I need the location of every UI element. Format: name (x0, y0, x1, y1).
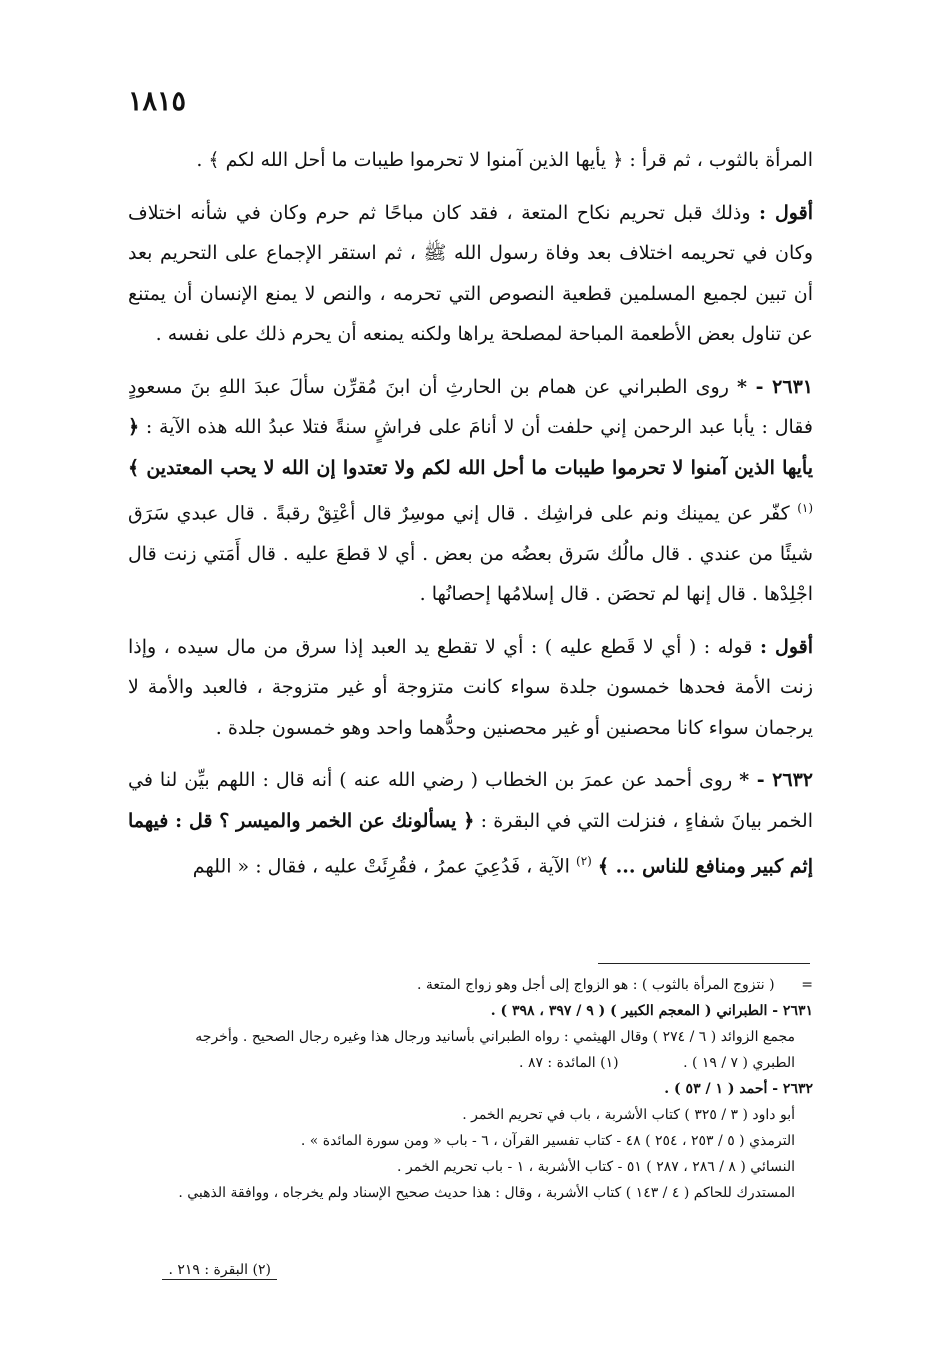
footnote-note-1: (١) المائدة : ٨٧ . (519, 1055, 619, 1071)
hadith-2631 (128, 367, 813, 615)
footnote-separator (598, 963, 810, 964)
continuation-marker: = (801, 977, 813, 993)
intro-paragraph: المرأة بالثوب ، ثم قرأ : ﴿ يأيها الذين آمنوا لا تحرموا طيبات ما أحل الله لكم ﴾ . (196, 149, 813, 171)
commentary-paragraph-1 (128, 193, 813, 355)
footnote-2632-head: ٢٦٣٢ - أحمد ( ١ / ٥٣ ) . (664, 1081, 813, 1097)
commentary-lead: أقول : (758, 201, 813, 224)
footnote-2632-line: المستدرك للحاكم ( ٤ / ١٤٣ ) كتاب الأشربة ، وقال : هذا حديث صحيح الإسناد ولم يخرجاه ، ووافقة الذهبي . (178, 1185, 795, 1201)
main-text (128, 140, 813, 899)
footnote-2632-line: الترمذي ( ٥ / ٢٥٣ ، ٢٥٤ ) ٤٨ - كتاب تفسير القرآن ، ٦ - باب « ومن سورة المائدة » . (300, 1133, 795, 1149)
footnote-2631-head: ٢٦٣١ - الطبراني ( المعجم الكبير ) ( ٩ / ٣٩٧ ، ٣٩٨ ) . (490, 1003, 813, 1019)
footnote-bottom (128, 1262, 813, 1280)
commentary-paragraph-2 (128, 627, 813, 749)
hadith-text: روى أحمد عن عمرَ بن الخطاب ( رضي الله عنه ) أنه قال : اللهم بيِّن لنا في الخمر بيانَ شفاءٍ ، فنزلت التي في البقرة : (128, 769, 813, 832)
footnotes (128, 972, 813, 1206)
footnote-text: ( نتزوج المرأة بالثوب ) : هو الزواج إلى أجل وهو زواج المتعة . (417, 977, 775, 993)
footnote-note-2: (٢) البقرة : ٢١٩ . (162, 1262, 277, 1280)
commentary-body: قوله : ( أي لا قَطع عليه ) : أي لا تقطع يد العبد إذا سرق من مال سيده ، وإذا زنت الأمة فحدها خمسون جلدة سواء كانت متزوجة أو غير متزوجة ، فالعبد والأمة لا يرجمان سواء كانا محصنين أو غير محصنين وحدُّهما واحد وهو خمسون جلدة . (128, 635, 813, 739)
footnote-2632-line: أبو داود ( ٣ / ٣٢٥ ) كتاب الأشربة ، باب في تحريم الخمر . (462, 1107, 795, 1123)
footnote-marker: (١) (797, 501, 814, 515)
hadith-text: روى الطبراني عن همام بن الحارثِ أن ابنَ مُقرِّن سألَ عبدَ اللهِ بنَ مسعودٍ فقال : يأبا عبد الرحمن إني حلفت أن لا أنامَ على فراشٍ سنةً فتلا عبدُ الله هذه الآية : (128, 375, 813, 438)
page-number: ١٨١٥ (128, 86, 187, 117)
hadith-text: كفّر عن يمينك ونم على فراشِك . قال إني موسِرٌ قال أعْتِقْ رقبةً . قال عبدي سَرَق شيئًا من عندي . قال مالُك سَرق بعضُه من بعض . أي لا قطعَ عليه . قال أَمَتي زنت قال اجْلِدْها . قال إنها لم تحصَن . قال إسلامُها إحصانُها . (128, 502, 813, 606)
quran-quote: ﴿ يأيها الذين آمنوا لا تحرموا طيبات ما أحل الله لكم ولا تعتدوا إن الله لا يحب المعتدين ﴾ (128, 416, 813, 479)
commentary-body: وذلك قبل تحريم نكاح المتعة ، فقد كان مباحًا ثم حرم وكان في شأنه اختلاف وكان في تحريمه اختلاف بعد وفاة رسول الله ﷺ ، ثم استقر الإجماع على التحريم بعد أن تبين لجميع المسلمين قطعية النصوص التي تحرمه ، والنص لا يمنع الإنسان أن يمتنع عن تناول بعض الأطعمة المباحة لمصلحة يراها ولكنه يمنعه أن يحرم ذلك على نفسه . (128, 201, 813, 345)
quran-quote: ﴿ يسألونك عن الخمر والميسر ؟ قل : فيهما إثم كبير ومنافع للناس ... ﴾ (128, 809, 813, 878)
footnote-2631-line (128, 1050, 813, 1076)
hadith-2632 (128, 760, 813, 887)
footnote-2631-line: مجمع الزوائد ( ٦ / ٢٧٤ ) وقال الهيثمي : رواه الطبراني بأسانيد ورجال هذا وغيره رجال الصحيح . وأخرجه (195, 1029, 795, 1045)
hadith-number: ٢٦٣٢ - * (739, 769, 813, 792)
footnote-2632-line: النسائي ( ٨ / ٢٨٦ ، ٢٨٧ ) ٥١ - كتاب الأشربة ، ١ - باب تحريم الخمر . (397, 1159, 795, 1175)
footnote-text: الطبري ( ٧ / ١٩ ) . (683, 1055, 795, 1071)
commentary-lead: أقول : (759, 635, 813, 658)
footnote-marker: (٢) (576, 854, 592, 869)
hadith-number: ٢٦٣١ - * (737, 375, 813, 398)
hadith-text: الآية ، فَدُعِيَ عمرُ ، فقُرِئَتْ عليه ، فقال : « اللهم (192, 855, 570, 878)
footnote-continuation (128, 972, 813, 998)
